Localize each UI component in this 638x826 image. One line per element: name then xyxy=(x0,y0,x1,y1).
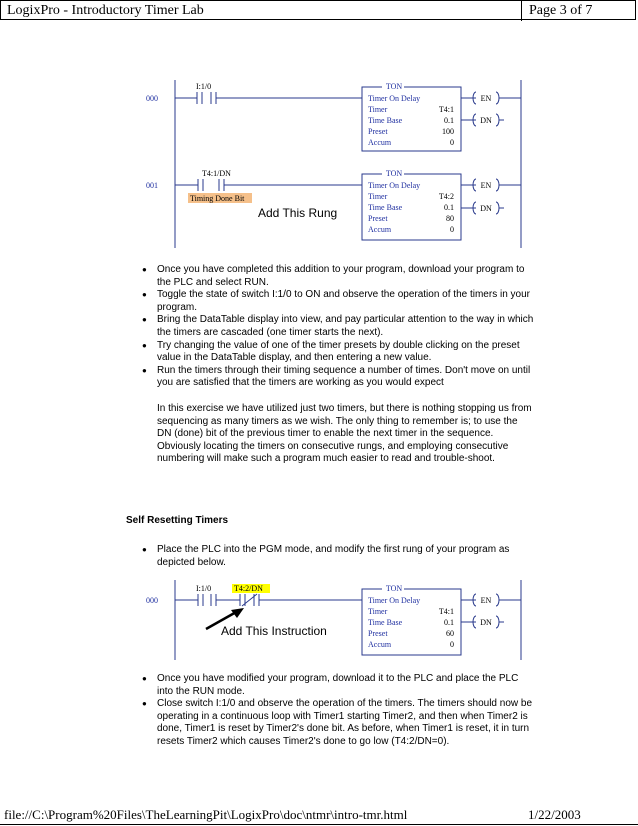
list-item: ● Toggle the state of switch I:1/0 to ON and observe the operation of the timers in your program. xyxy=(142,289,534,314)
dn-coil-label: DN xyxy=(480,116,492,125)
ton-timebase-label: Time Base xyxy=(368,618,403,627)
instruction-annotation: Add This Instruction xyxy=(221,624,327,638)
list-item: ● Run the timers through their timing sequence a number of times. Don't move on until you are satisfied that the timers are working as you would expect xyxy=(142,365,534,390)
ton-preset-label: Preset xyxy=(368,127,388,136)
contact-address: I:1/0 xyxy=(196,584,212,593)
body-paragraph: In this exercise we have utilized just two timers, but there is nothing stopping us from sequencing as many timers as we wish. The only thing to remember is; to use the DN (done) bit of the previous timer to enable the next timer in the sequence. Obviously locating the timers on consecutive rungs, and employing consecutive numbering will make such a program much easier to read and trouble-shoot. xyxy=(157,403,532,465)
dn-coil-label: DN xyxy=(480,618,492,627)
ton-timebase-value: 0.1 xyxy=(444,203,454,212)
contact-address: T4:1/DN xyxy=(202,169,231,178)
ladder-diagram-1 xyxy=(0,78,638,250)
instruction-list-1 xyxy=(142,264,534,390)
list-item: ● Once you have completed this addition to your program, download your program to the PLC and select RUN. xyxy=(142,264,534,289)
ton-timebase-label: Time Base xyxy=(368,116,403,125)
dn-coil-label: DN xyxy=(480,204,492,213)
rung-number: 000 xyxy=(146,94,158,103)
contact-note: Timing Done Bit xyxy=(190,194,245,203)
header-page-number: Page 3 of 7 xyxy=(529,3,593,18)
ton-accum-label: Accum xyxy=(368,225,392,234)
ton-accum-value: 0 xyxy=(450,138,454,147)
contact-address: T4:2/DN xyxy=(234,584,263,593)
en-coil-label: EN xyxy=(480,94,492,103)
ton-accum-value: 0 xyxy=(450,640,454,649)
ton-title: TON xyxy=(385,169,403,178)
page-header xyxy=(0,0,636,20)
ton-title: TON xyxy=(385,584,403,593)
ton-label: Timer On Delay xyxy=(368,596,421,605)
list-item: ● Bring the DataTable display into view, and pay particular attention to the way in which the timers are cascaded (one timer starts the next). xyxy=(142,314,534,339)
contact-address: I:1/0 xyxy=(196,82,212,91)
list-item: ● Place the PLC into the PGM mode, and modify the first rung of your program as depicted below. xyxy=(142,544,534,569)
header-title: LogixPro - Introductory Timer Lab xyxy=(7,3,204,18)
rung-annotation: Add This Rung xyxy=(258,206,338,220)
ton-preset-value: 80 xyxy=(446,214,454,223)
footer-date: 1/22/2003 xyxy=(528,807,581,822)
ton-timebase-value: 0.1 xyxy=(444,116,454,125)
header-divider xyxy=(521,1,522,21)
ton-timer-label: Timer xyxy=(368,192,388,201)
ton-accum-label: Accum xyxy=(368,138,392,147)
ton-timer-value: T4:1 xyxy=(438,105,454,114)
en-coil-label: EN xyxy=(480,596,492,605)
ton-timer-label: Timer xyxy=(368,105,388,114)
instruction-list-2 xyxy=(142,544,534,569)
ton-timebase-label: Time Base xyxy=(368,203,403,212)
ton-label: Timer On Delay xyxy=(368,94,421,103)
list-item: ● Once you have modified your program, download it to the PLC and place the PLC into the RUN mode. xyxy=(142,673,534,698)
ton-title: TON xyxy=(385,82,403,91)
rung-number: 001 xyxy=(146,181,158,190)
ton-label: Timer On Delay xyxy=(368,181,421,190)
footer-divider xyxy=(0,824,638,825)
section-title: Self Resetting Timers xyxy=(126,515,229,526)
ton-accum-value: 0 xyxy=(450,225,454,234)
ton-preset-value: 60 xyxy=(446,629,454,638)
ton-preset-label: Preset xyxy=(368,629,388,638)
ton-timebase-value: 0.1 xyxy=(444,618,454,627)
list-item: ● Close switch I:1/0 and observe the operation of the timers. The timers should now be operating in a continuous loop with Timer1 starting Timer2, and then when Timer2 is done, Timer1 is reset by Timer2's done bit. As before, when Timer1 is reset, it in turn resets Timer2 which causes Timer2's done to go low (T4:2/DN=0). xyxy=(142,698,534,748)
ton-timer-label: Timer xyxy=(368,607,388,616)
footer-file-path: file://C:\Program%20Files\TheLearningPit\LogixPro\doc\ntmr\intro-tmr.html xyxy=(4,807,408,822)
instruction-list-3 xyxy=(142,673,534,749)
ton-accum-label: Accum xyxy=(368,640,392,649)
list-item: ● Try changing the value of one of the timer presets by double clicking on the preset value in the DataTable display, and then entering a new value. xyxy=(142,340,534,365)
ton-preset-value: 100 xyxy=(442,127,454,136)
ladder-diagram-2 xyxy=(0,578,638,662)
ton-timer-value: T4:1 xyxy=(438,607,454,616)
en-coil-label: EN xyxy=(480,181,492,190)
ton-timer-value: T4:2 xyxy=(438,192,454,201)
ton-preset-label: Preset xyxy=(368,214,388,223)
rung-number: 000 xyxy=(146,596,158,605)
